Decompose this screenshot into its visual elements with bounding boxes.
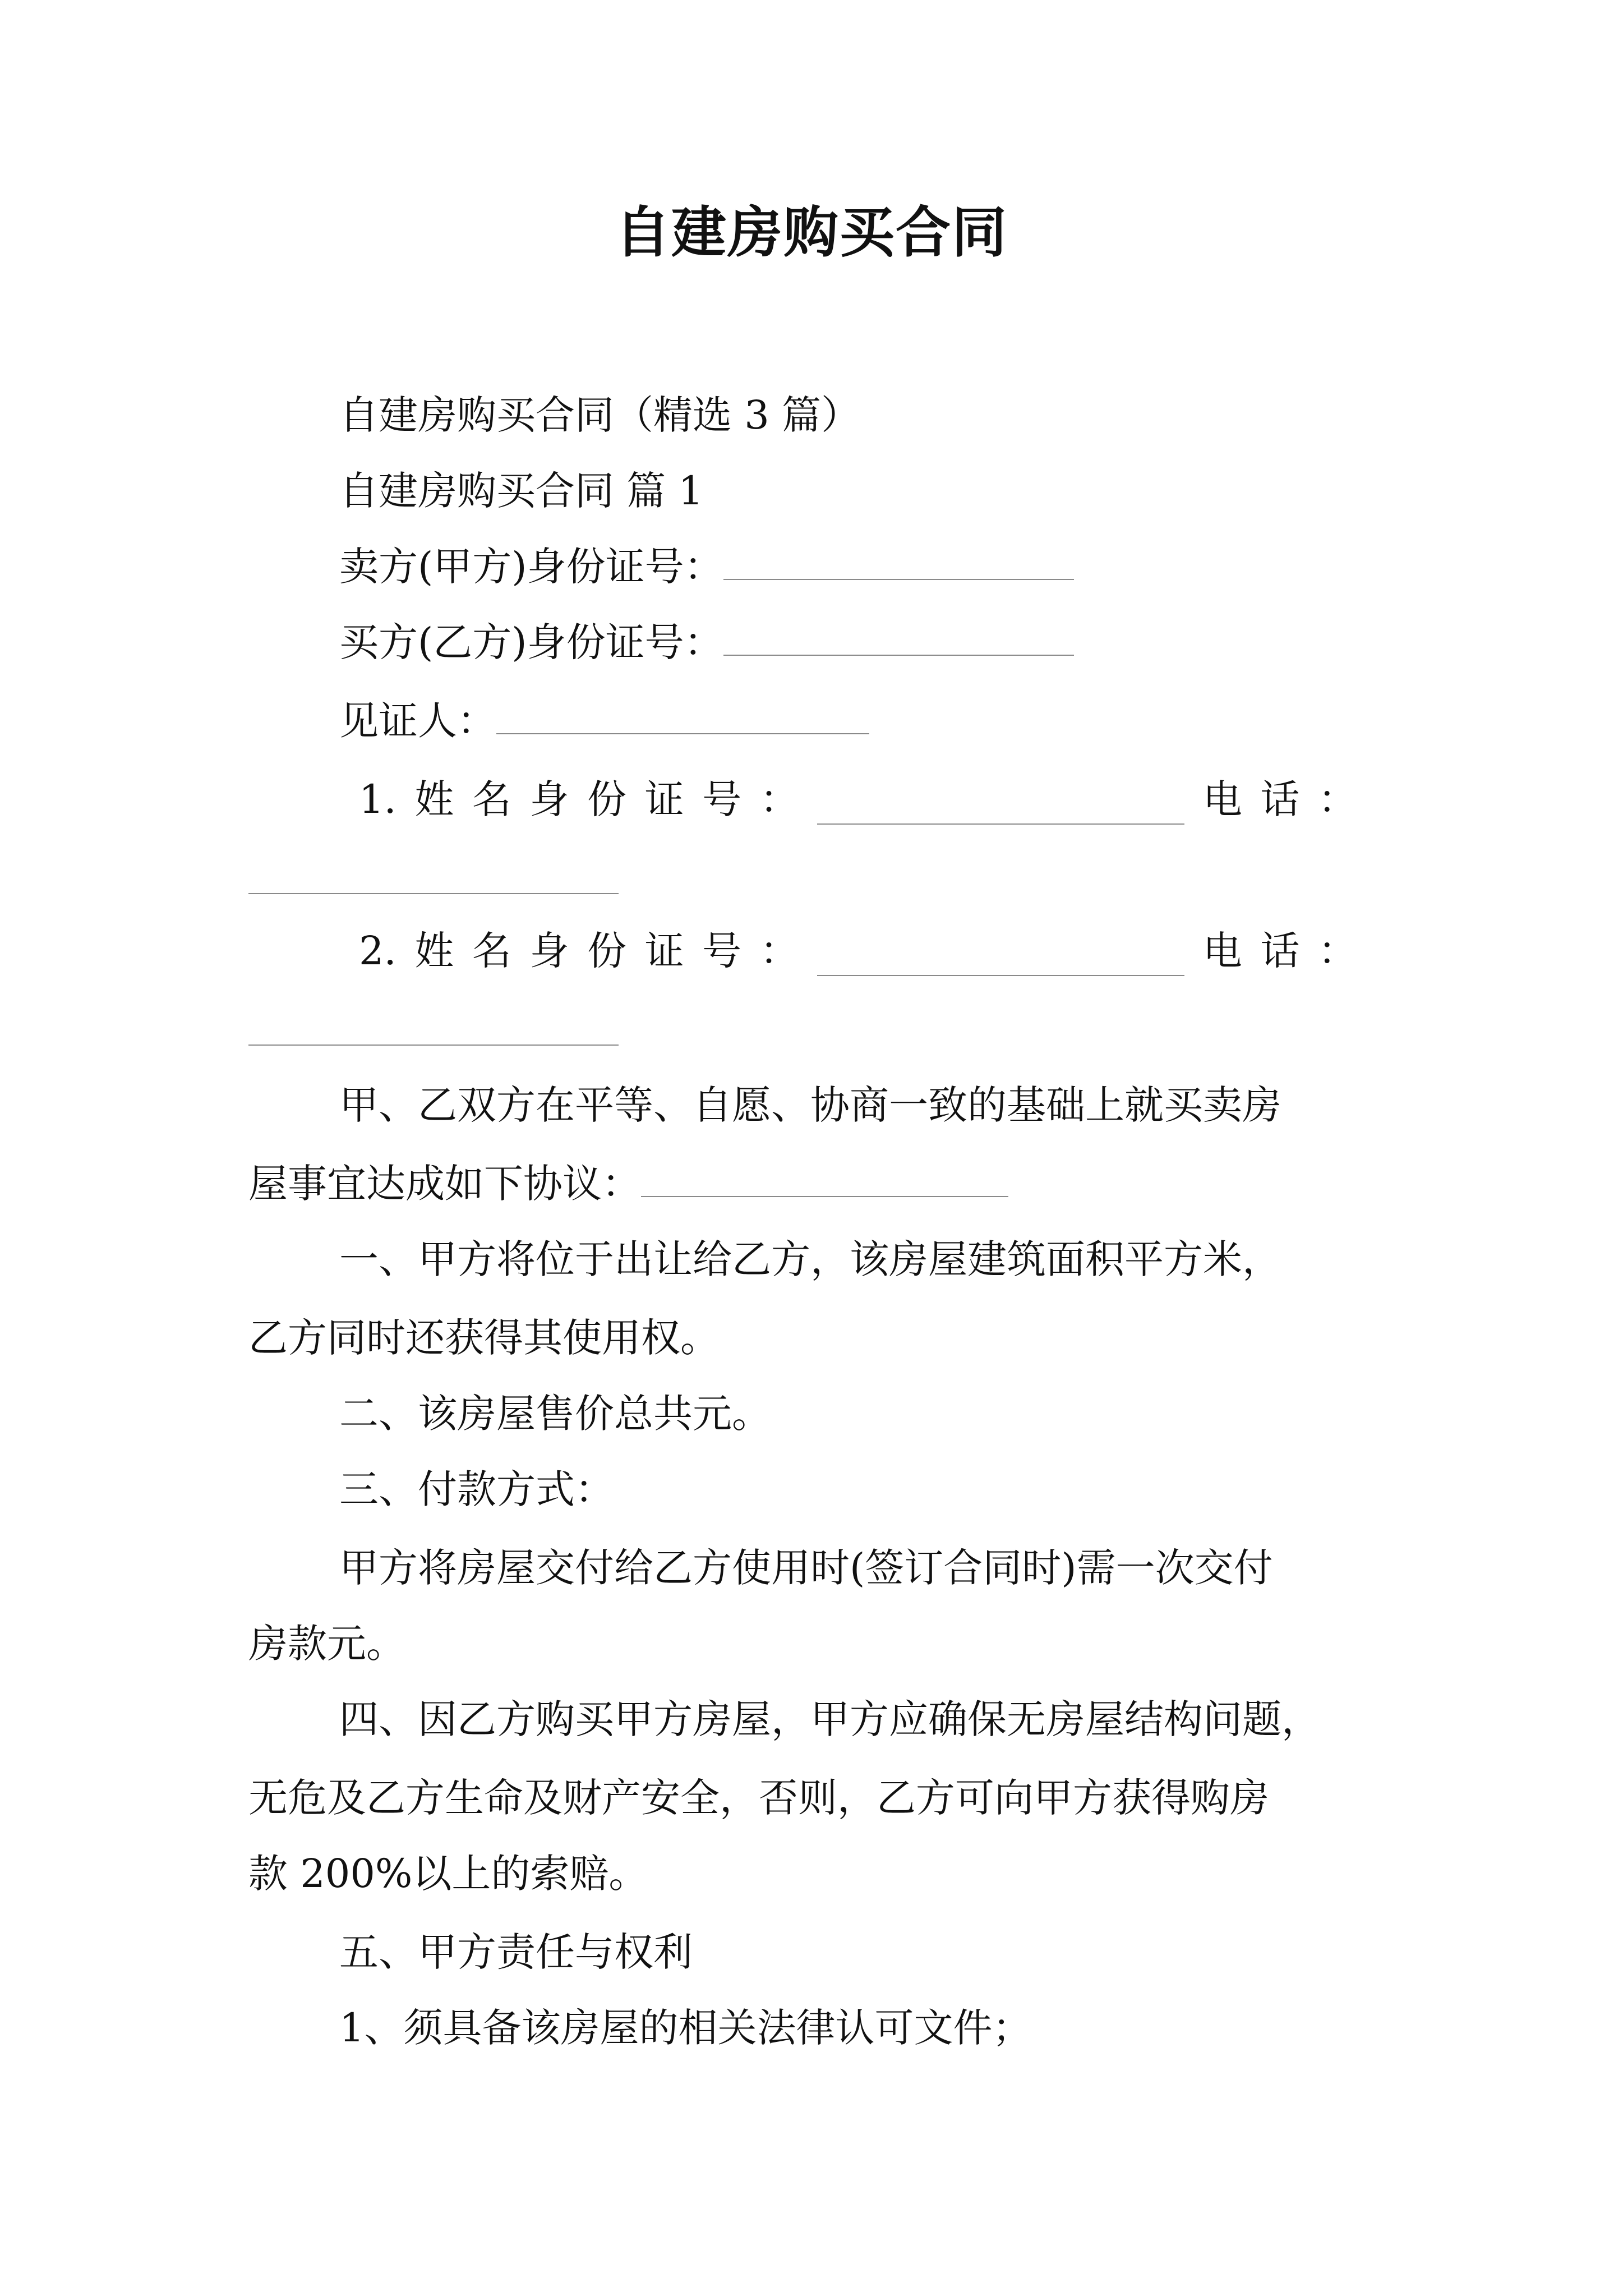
witness-2-phone-blank [248, 1045, 619, 1046]
witness-1-char: 名 [472, 776, 511, 822]
witness-1-prefix: 1. [359, 776, 396, 822]
clause-1-line-1: 一、甲方将位于出让给乙方，该房屋建筑面积平方米， [339, 1236, 1281, 1282]
witness-1-char: 证 [644, 776, 684, 822]
witness-1-char: 姓 [414, 776, 454, 822]
document-subtitle: 自建房购买合同（精选 3 篇） [339, 392, 861, 438]
witness-2-phone-char: 电 [1202, 928, 1242, 974]
witness-2-char: ： [759, 928, 799, 974]
witness-label: 见证人： [339, 698, 496, 744]
witness-2-line [359, 926, 1357, 976]
witness-line [339, 696, 869, 746]
clause-4-line-3: 款 200%以上的索赔。 [248, 1851, 648, 1897]
clause-4-line-2: 无危及乙方生命及财产安全，否则，乙方可向甲方获得购房 [248, 1775, 1269, 1821]
witness-2-phone-char: 话 [1260, 928, 1300, 974]
buyer-id-label: 买方(乙方)身份证号： [339, 619, 723, 665]
witness-2-char: 证 [644, 928, 684, 974]
clause-4-line-1: 四、因乙方购买甲方房屋，甲方应确保无房屋结构问题， [339, 1696, 1321, 1742]
witness-1-phone-blank [248, 893, 619, 894]
seller-id-label: 卖方(甲方)身份证号： [339, 544, 723, 590]
clause-3: 三、付款方式： [339, 1466, 614, 1512]
clause-1-line-2: 乙方同时还获得其使用权。 [248, 1315, 720, 1361]
witness-1-char: 份 [587, 776, 627, 822]
seller-id-blank [723, 544, 1074, 580]
witness-blank [496, 698, 869, 734]
intro-line-2-text: 屋事宜达成如下协议： [248, 1161, 641, 1207]
clause-5: 五、甲方责任与权利 [339, 1929, 693, 1975]
clause-5-item-1: 1、须具备该房屋的相关法律认可文件； [339, 2005, 1032, 2051]
witness-1-phone-char: 话 [1260, 776, 1300, 822]
clause-2: 二、该房屋售价总共元。 [339, 1391, 771, 1437]
buyer-id-line [339, 617, 1074, 668]
witness-1-line [359, 774, 1357, 825]
witness-1-char: 身 [529, 776, 569, 822]
witness-2-char: 名 [472, 928, 511, 974]
witness-1-char: ： [759, 776, 799, 822]
witness-2-char: 号 [702, 928, 742, 974]
intro-line-2 [248, 1158, 1008, 1209]
document-title: 自建房购买合同 [615, 201, 1008, 265]
witness-1-phone-char: ： [1317, 776, 1357, 822]
part-heading: 自建房购买合同 篇 1 [339, 468, 704, 514]
witness-2-char: 份 [587, 928, 627, 974]
witness-2-prefix: 2. [359, 928, 396, 974]
intro-line-1: 甲、乙双方在平等、自愿、协商一致的基础上就买卖房 [339, 1082, 1281, 1128]
agreement-blank [641, 1161, 1008, 1197]
witness-2-char: 身 [529, 928, 569, 974]
witness-1-id-blank [817, 789, 1184, 825]
payment-line-1: 甲方将房屋交付给乙方使用时(签订合同时)需一次交付 [339, 1545, 1273, 1591]
seller-id-line [339, 541, 1074, 592]
witness-2-id-blank [817, 940, 1184, 976]
witness-2-char: 姓 [414, 928, 454, 974]
witness-1-char: 号 [702, 776, 742, 822]
payment-line-2: 房款元。 [248, 1621, 405, 1667]
witness-1-phone-char: 电 [1202, 776, 1242, 822]
witness-2-phone-char: ： [1317, 928, 1357, 974]
buyer-id-blank [723, 620, 1074, 656]
